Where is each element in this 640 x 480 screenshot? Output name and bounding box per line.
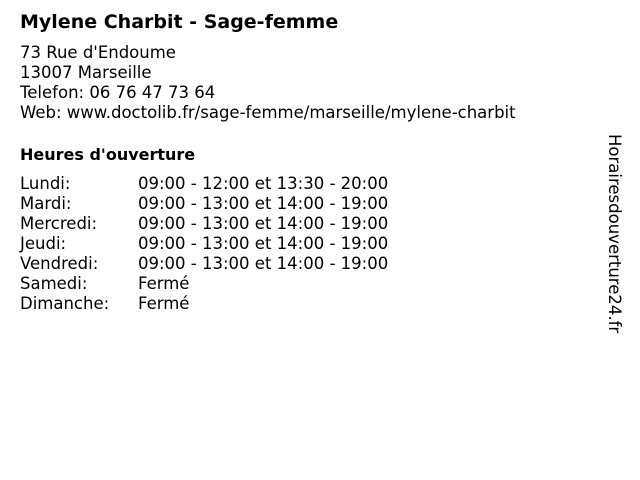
- time-value: 09:00 - 13:00 et 14:00 - 19:00: [138, 214, 389, 233]
- opening-hours-table: [20, 174, 388, 314]
- day-label: Jeudi:: [20, 234, 67, 253]
- hours-row-friday: [20, 254, 388, 274]
- day-label: Vendredi:: [20, 254, 99, 273]
- hours-row-sunday: [20, 294, 388, 314]
- time-value: 09:00 - 12:00 et 13:30 - 20:00: [138, 174, 389, 193]
- day-label: Lundi:: [20, 174, 71, 193]
- hours-row-monday: [20, 174, 388, 194]
- city: 13007 Marseille: [20, 63, 152, 82]
- opening-hours-heading: Heures d'ouverture: [20, 145, 196, 164]
- day-label: Samedi:: [20, 274, 88, 293]
- page-title: Mylene Charbit - Sage-femme: [20, 11, 339, 33]
- time-value: 09:00 - 13:00 et 14:00 - 19:00: [138, 194, 389, 213]
- website: Web: www.doctolib.fr/sage-femme/marseille/mylene-charbit: [20, 103, 516, 122]
- site-brand-watermark: Horairesdouverture24.fr: [605, 134, 624, 334]
- day-label: Mardi:: [20, 194, 72, 213]
- street-address: 73 Rue d'Endoume: [20, 43, 176, 62]
- day-label: Dimanche:: [20, 294, 110, 313]
- hours-row-wednesday: [20, 214, 388, 234]
- phone-number: Telefon: 06 76 47 73 64: [20, 83, 216, 102]
- hours-row-thursday: [20, 234, 388, 254]
- hours-row-tuesday: [20, 194, 388, 214]
- address-block: [20, 43, 516, 123]
- time-value: 09:00 - 13:00 et 14:00 - 19:00: [138, 254, 389, 273]
- time-value: Fermé: [138, 294, 190, 313]
- hours-row-saturday: [20, 274, 388, 294]
- time-value: 09:00 - 13:00 et 14:00 - 19:00: [138, 234, 389, 253]
- day-label: Mercredi:: [20, 214, 98, 233]
- time-value: Fermé: [138, 274, 190, 293]
